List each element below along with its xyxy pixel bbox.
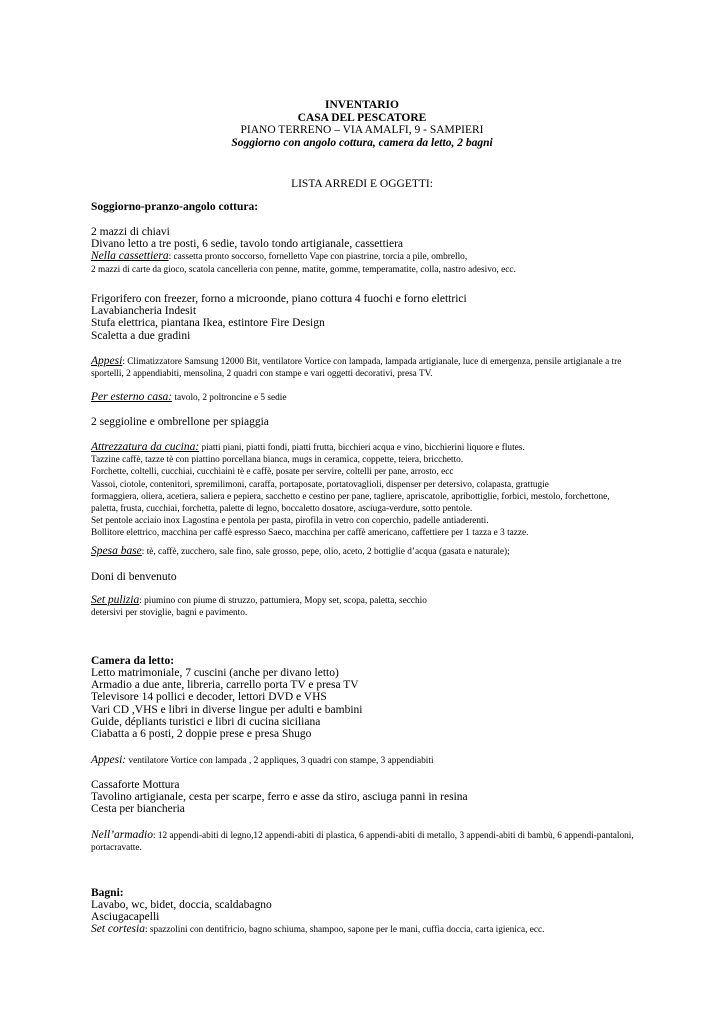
cortesia-text: : spazzolini con dentifricio, bagno schiuma, shampoo, sapone per le mani, cuffia doccia, carta igienica, ecc. [144, 925, 545, 936]
list-item: Letto matrimoniale, 7 cuscini (anche per divano letto) [91, 667, 339, 679]
pulizia-text: : piumino con piume di struzzo, pattumiera, Mopy set, scopa, paletta, secchio [139, 596, 427, 606]
list-item: Guide, dépliants turistici e libri di cucina siciliana [91, 715, 321, 728]
list-item: Vari CD ,VHS e libri in diverse lingue per adulti e bambini [91, 703, 363, 716]
section-title-soggiorno: Soggiorno-pranzo-angolo cottura: [91, 201, 259, 213]
spesa-line [91, 545, 661, 558]
cucina-text: piatti piani, piatti fondi, piatti frutta, bicchieri acqua e vino, bicchierini liquore e flutes. [199, 443, 525, 453]
list-item: Cassaforte Mottura [91, 779, 180, 791]
house-name: CASA DEL PESCATORE [297, 111, 427, 124]
cassettiera-text-cont: 2 mazzi di carte da gioco, scatola cancelleria con penne, matite, gomme, temperamatite, colla, nastro adesivo, ecc. [91, 264, 516, 275]
cucina-label: Attrezzatura da cucina: [91, 441, 200, 453]
appesi-text: : Climatizzatore Samsung 12000 Bit, ventilatore Vortice con lampada, lampada artigianale, luce di emergenza, pensile artigianale a tre [122, 357, 622, 367]
list-item: Tavolino artigianale, cesta per scarpe, ferro e asse da stiro, asciuga panni in resina [91, 791, 468, 804]
camera-appesi-label: Appesi: [91, 754, 127, 766]
cucina-text-line: formaggiera, oliera, acetiera, saliera e pepiera, sacchetto e cestino per pane, tagliere, apriscatole, apribottiglie, forbici, mestolo, forchettone, [91, 491, 610, 502]
list-item: 2 seggioline e ombrellone per spiaggia [91, 416, 269, 428]
armadio-label: Nell’armadio [91, 829, 153, 841]
camera-block [91, 655, 661, 740]
cucina-block [91, 441, 661, 540]
esterno-text: tavolo, 2 poltroncine e 5 sedie [172, 393, 287, 403]
esterno-label: Per esterno casa: [91, 391, 173, 403]
list-item: Armadio a due ante, libreria, carrello porta TV e presa TV [91, 679, 359, 692]
section-title-camera: Camera da letto: [91, 655, 175, 667]
list-item: Divano letto a tre posti, 6 sedie, tavolo tondo artigianale, cassettiera [91, 238, 403, 251]
cassettiera-label: Nella cassettiera [91, 250, 169, 263]
list-item: Stufa elettrica, piantana Ikea, estintore Fire Design [91, 317, 325, 330]
appesi-label: Appesi [91, 355, 123, 367]
description-line: Soggiorno con angolo cottura, camera da letto, 2 bagni [231, 136, 493, 149]
pulizia-block [91, 594, 661, 619]
pulizia-label: Set pulizia [91, 594, 140, 606]
camera-appesi-line [91, 754, 661, 767]
soggiorno-block-2 [91, 293, 661, 342]
list-item: 2 mazzi di chiavi [91, 226, 170, 238]
cassettiera-line [91, 250, 661, 263]
section-title-bagni: Bagni: [91, 887, 124, 899]
list-item: Lavabo, wc, bidet, doccia, scaldabagno [91, 899, 272, 911]
list-item: Ciabatta a 6 posti, 2 doppie prese e presa Shugo [91, 728, 312, 741]
bagni-block [91, 887, 661, 937]
cucina-text-line: Tazzine caffè, tazze tè con piattino porcellana bianca, mugs in ceramica, coppette, teiera, bricchetto. [91, 455, 464, 466]
cucina-text-line: Bollitore elettrico, macchina per caffè espresso Saeco, macchina per caffè americano, caffettiere per 1 tazza e 3 tazze. [91, 528, 529, 539]
cucina-text-line: Forchette, coltelli, cucchiai, cucchiaini tè e caffè, posate per servire, coltelli per pane, arrosto, ecc [91, 467, 454, 478]
cucina-text-line: Vassoi, ciotole, contenitori, spremilimoni, caraffa, portaposate, portatovaglioli, dispenser per detersivo, colapasta, grattugie [91, 479, 549, 490]
camera-block-2 [91, 779, 661, 816]
soggiorno-appesi [91, 355, 661, 380]
soggiorno-block-1 [91, 226, 661, 276]
document-header [0, 99, 724, 149]
list-item: Cesta per biancheria [91, 803, 185, 816]
spesa-label: Spesa base [91, 545, 142, 557]
cucina-text-line: Set pentole acciaio inox Lagostina e pentola per pasta, pirofila in vetro con coperchio, padelle antiaderenti. [91, 516, 489, 527]
list-item: Asciugacapelli [91, 911, 160, 924]
armadio-text-cont: portacravatte. [91, 843, 142, 854]
armadio-block [91, 829, 661, 854]
pulizia-text-cont: detersivi per stoviglie, bagni e pavimento. [91, 608, 248, 619]
cucina-text-line: paletta, frusta, cucchiai, forchetta, palette di legno, boccaletto dosatore, asciuga-verdure, sotto pentole. [91, 504, 473, 515]
appesi-text-cont: sportelli, 2 appendiabiti, mensolina, 2 quadri con stampe e vari oggetti decorativi, presa TV. [91, 369, 433, 380]
list-item: Doni di benvenuto [91, 571, 177, 583]
list-item: Scaletta a due gradini [91, 329, 191, 342]
cassettiera-text: : cassetta pronto soccorso, fornelletto Vape con piastrine, torcia a pile, ombrello, [168, 252, 468, 263]
list-item: Televisore 14 pollici e decoder, lettori DVD e VHS [91, 691, 327, 704]
list-item: Lavabiancheria Indesit [91, 305, 197, 318]
cortesia-label: Set cortesia [91, 923, 145, 936]
address-line: PIANO TERRENO – VIA AMALFI, 9 - SAMPIERI [240, 124, 484, 136]
esterno-line [91, 391, 661, 404]
doc-title: INVENTARIO [325, 99, 399, 111]
list-item: Frigorifero con freezer, forno a microonde, piano cottura 4 fuochi e forno elettrici [91, 293, 467, 305]
list-title: LISTA ARREDI E OGGETTI: [291, 178, 433, 190]
camera-appesi-text: ventilatore Vortice con lampada , 2 appliques, 3 quadri con stampe, 3 appendiabiti [126, 756, 434, 766]
spesa-text: : tè, caffè, zucchero, sale fino, sale grosso, pepe, olio, aceto, 2 bottiglie d’acqua (gasata e naturale); [141, 547, 510, 557]
cortesia-line [91, 923, 661, 936]
armadio-text: : 12 appendi-abiti di legno,12 appendi-abiti di plastica, 6 appendi-abiti di metallo, 3 appendi-abiti di bambù, 6 appendi-pantaloni, [152, 831, 634, 841]
